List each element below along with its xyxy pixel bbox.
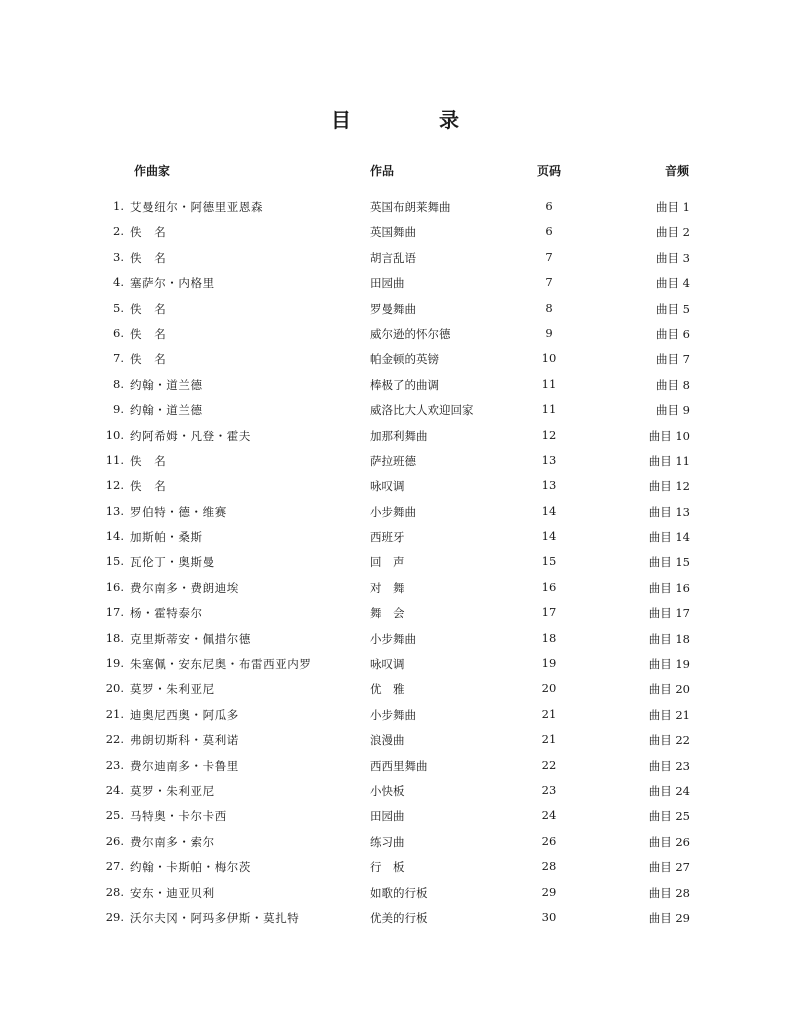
row-audio-track: 曲目 28 [648, 885, 690, 900]
toc-row [0, 449, 790, 474]
row-composer: 佚 名 [130, 352, 167, 367]
row-work: 田园曲 [370, 276, 405, 291]
row-work: 咏叹调 [370, 657, 405, 672]
row-audio-track: 曲目 10 [648, 428, 690, 443]
row-work: 如歌的行板 [370, 885, 428, 900]
row-composer: 佚 名 [130, 326, 167, 341]
row-number: 2. [113, 224, 124, 239]
row-audio-track: 曲目 13 [648, 504, 690, 519]
row-work: 棒极了的曲调 [370, 377, 439, 392]
row-audio-track: 曲目 29 [648, 910, 690, 925]
row-work: 小步舞曲 [370, 707, 416, 722]
header-work: 作品 [370, 164, 395, 178]
row-composer: 马特奥・卡尔卡西 [130, 809, 227, 824]
row-number: 4. [113, 275, 124, 290]
row-page-number: 11 [541, 402, 557, 417]
row-work: 西班牙 [370, 530, 405, 545]
row-work: 英国布朗莱舞曲 [370, 200, 451, 214]
toc-list [0, 195, 790, 931]
row-page-number: 14 [541, 503, 557, 518]
row-audio-track: 曲目 20 [648, 682, 690, 697]
row-audio-track: 曲目 12 [648, 479, 690, 494]
row-work: 咏叹调 [370, 479, 405, 494]
row-audio-track: 曲目 23 [648, 758, 690, 773]
row-audio-track: 曲目 15 [648, 555, 690, 570]
row-page-number: 23 [541, 782, 557, 797]
row-page-number: 8 [545, 300, 553, 315]
row-number: 17. [105, 605, 124, 620]
row-audio-track: 曲目 24 [648, 783, 690, 798]
row-page-number: 6 [545, 224, 553, 239]
toc-row [0, 652, 790, 677]
row-number: 6. [113, 325, 124, 340]
row-number: 8. [113, 376, 124, 391]
row-work: 优美的行板 [370, 910, 428, 925]
row-composer: 约翰・道兰德 [130, 377, 203, 392]
row-number: 25. [105, 808, 124, 823]
row-page-number: 13 [541, 478, 557, 493]
row-composer: 佚 名 [130, 250, 167, 265]
row-page-number: 29 [541, 884, 557, 899]
row-composer: 迪奥尼西奥・阿瓜多 [130, 707, 239, 722]
row-composer: 加斯帕・桑斯 [130, 530, 203, 545]
row-number: 3. [113, 249, 124, 264]
row-work: 胡言乱语 [370, 250, 416, 265]
row-number: 24. [105, 782, 124, 797]
row-work: 优 雅 [370, 682, 405, 697]
row-audio-track: 曲目 4 [656, 276, 690, 291]
toc-row [0, 779, 790, 804]
row-number: 23. [105, 757, 124, 772]
row-page-number: 24 [541, 808, 557, 823]
row-number: 22. [105, 732, 124, 747]
row-number: 29. [105, 909, 124, 924]
row-work: 萨拉班德 [370, 453, 416, 468]
row-audio-track: 曲目 21 [648, 707, 690, 722]
row-audio-track: 曲目 6 [656, 326, 690, 341]
toc-row [0, 627, 790, 652]
row-number: 11. [105, 452, 124, 467]
row-page-number: 17 [541, 605, 557, 620]
row-work: 舞 会 [370, 606, 405, 621]
row-composer: 费尔迪南多・卡鲁里 [130, 758, 239, 773]
row-number: 15. [105, 554, 124, 569]
row-page-number: 26 [541, 833, 557, 848]
toc-row [0, 271, 790, 296]
row-page-number: 7 [545, 275, 553, 290]
row-audio-track: 曲目 11 [648, 453, 690, 468]
row-work: 加那利舞曲 [370, 428, 428, 443]
row-number: 7. [113, 351, 124, 366]
toc-row [0, 550, 790, 575]
header-composer: 作曲家 [134, 164, 171, 178]
row-composer: 罗伯特・德・维赛 [130, 504, 227, 519]
row-number: 16. [105, 579, 124, 594]
row-page-number: 15 [541, 554, 557, 569]
toc-row [0, 855, 790, 880]
row-audio-track: 曲目 17 [648, 606, 690, 621]
page-title: 目 录 [331, 108, 493, 132]
toc-row [0, 703, 790, 728]
toc-row [0, 601, 790, 626]
row-audio-track: 曲目 7 [656, 352, 690, 367]
row-page-number: 30 [541, 909, 557, 924]
toc-row [0, 246, 790, 271]
toc-row [0, 906, 790, 931]
row-page-number: 9 [545, 325, 553, 340]
row-number: 26. [105, 833, 124, 848]
row-number: 19. [105, 656, 124, 671]
row-audio-track: 曲目 1 [656, 200, 690, 214]
row-work: 回 声 [370, 555, 405, 570]
row-work: 英国舞曲 [370, 225, 416, 240]
row-audio-track: 曲目 14 [648, 530, 690, 545]
toc-row [0, 398, 790, 423]
row-audio-track: 曲目 3 [656, 250, 690, 265]
row-composer: 瓦伦丁・奥斯曼 [130, 555, 215, 570]
row-page-number: 18 [541, 630, 557, 645]
toc-row [0, 728, 790, 753]
toc-row [0, 576, 790, 601]
row-composer: 莫罗・朱利亚尼 [130, 783, 215, 798]
row-page-number: 19 [541, 656, 557, 671]
row-audio-track: 曲目 18 [648, 631, 690, 646]
row-composer: 约阿希姆・凡登・霍夫 [130, 428, 251, 443]
row-number: 20. [105, 681, 124, 696]
row-work: 小快板 [370, 783, 405, 798]
toc-row [0, 220, 790, 245]
row-number: 27. [105, 859, 124, 874]
row-number: 5. [113, 300, 124, 315]
row-audio-track: 曲目 9 [656, 403, 690, 418]
row-page-number: 7 [545, 249, 553, 264]
row-composer: 费尔南多・费朗迪埃 [130, 580, 239, 595]
toc-row [0, 881, 790, 906]
row-composer: 沃尔夫冈・阿玛多伊斯・莫扎特 [130, 910, 300, 925]
toc-row [0, 297, 790, 322]
row-audio-track: 曲目 8 [656, 377, 690, 392]
row-page-number: 12 [541, 427, 557, 442]
toc-row [0, 804, 790, 829]
row-composer: 费尔南多・索尔 [130, 834, 215, 849]
row-composer: 艾曼纽尔・阿德里亚恩森 [130, 200, 264, 214]
row-page-number: 28 [541, 859, 557, 874]
row-page-number: 20 [541, 681, 557, 696]
row-audio-track: 曲目 16 [648, 580, 690, 595]
row-work: 威洛比大人欢迎回家 [370, 403, 474, 418]
row-work: 对 舞 [370, 580, 405, 595]
row-work: 罗曼舞曲 [370, 301, 416, 316]
row-page-number: 21 [541, 732, 557, 747]
toc-row [0, 424, 790, 449]
row-audio-track: 曲目 27 [648, 860, 690, 875]
row-composer: 佚 名 [130, 479, 167, 494]
row-composer: 弗朗切斯科・莫利诺 [130, 733, 239, 748]
toc-row [0, 347, 790, 372]
row-audio-track: 曲目 5 [656, 301, 690, 316]
row-audio-track: 曲目 25 [648, 809, 690, 824]
row-composer: 约翰・卡斯帕・梅尔茨 [130, 860, 251, 875]
row-audio-track: 曲目 26 [648, 834, 690, 849]
row-composer: 安东・迪亚贝利 [130, 885, 215, 900]
toc-header [0, 162, 790, 182]
row-audio-track: 曲目 2 [656, 225, 690, 240]
toc-row [0, 500, 790, 525]
header-page: 页码 [537, 164, 562, 178]
toc-row [0, 195, 790, 220]
row-page-number: 11 [541, 376, 557, 391]
header-audio: 音频 [665, 164, 690, 178]
toc-row [0, 677, 790, 702]
row-number: 13. [105, 503, 124, 518]
row-work: 练习曲 [370, 834, 405, 849]
row-number: 12. [105, 478, 124, 493]
row-number: 9. [113, 402, 124, 417]
row-composer: 佚 名 [130, 225, 167, 240]
toc-row [0, 754, 790, 779]
row-work: 帕金顿的英镑 [370, 352, 439, 367]
row-number: 1. [113, 199, 124, 213]
row-work: 威尔逊的怀尔德 [370, 326, 451, 341]
row-page-number: 10 [541, 351, 557, 366]
row-composer: 佚 名 [130, 453, 167, 468]
row-work: 浪漫曲 [370, 733, 405, 748]
row-composer: 朱塞佩・安东尼奥・布雷西亚内罗 [130, 657, 312, 672]
row-work: 小步舞曲 [370, 631, 416, 646]
row-composer: 佚 名 [130, 301, 167, 316]
toc-row [0, 322, 790, 347]
row-work: 小步舞曲 [370, 504, 416, 519]
row-work: 西西里舞曲 [370, 758, 428, 773]
toc-row [0, 474, 790, 499]
row-page-number: 6 [545, 199, 553, 213]
row-composer: 克里斯蒂安・佩措尔德 [130, 631, 251, 646]
row-number: 18. [105, 630, 124, 645]
row-work: 田园曲 [370, 809, 405, 824]
row-number: 10. [105, 427, 124, 442]
row-page-number: 14 [541, 529, 557, 544]
row-number: 14. [105, 529, 124, 544]
row-work: 行 板 [370, 860, 405, 875]
row-audio-track: 曲目 22 [648, 733, 690, 748]
toc-row [0, 525, 790, 550]
row-page-number: 22 [541, 757, 557, 772]
row-number: 28. [105, 884, 124, 899]
row-page-number: 16 [541, 579, 557, 594]
toc-row [0, 373, 790, 398]
row-page-number: 21 [541, 706, 557, 721]
row-number: 21. [105, 706, 124, 721]
row-composer: 约翰・道兰德 [130, 403, 203, 418]
row-composer: 塞萨尔・内格里 [130, 276, 215, 291]
row-audio-track: 曲目 19 [648, 657, 690, 672]
row-composer: 杨・霍特泰尔 [130, 606, 203, 621]
row-composer: 莫罗・朱利亚尼 [130, 682, 215, 697]
row-page-number: 13 [541, 452, 557, 467]
toc-row [0, 830, 790, 855]
